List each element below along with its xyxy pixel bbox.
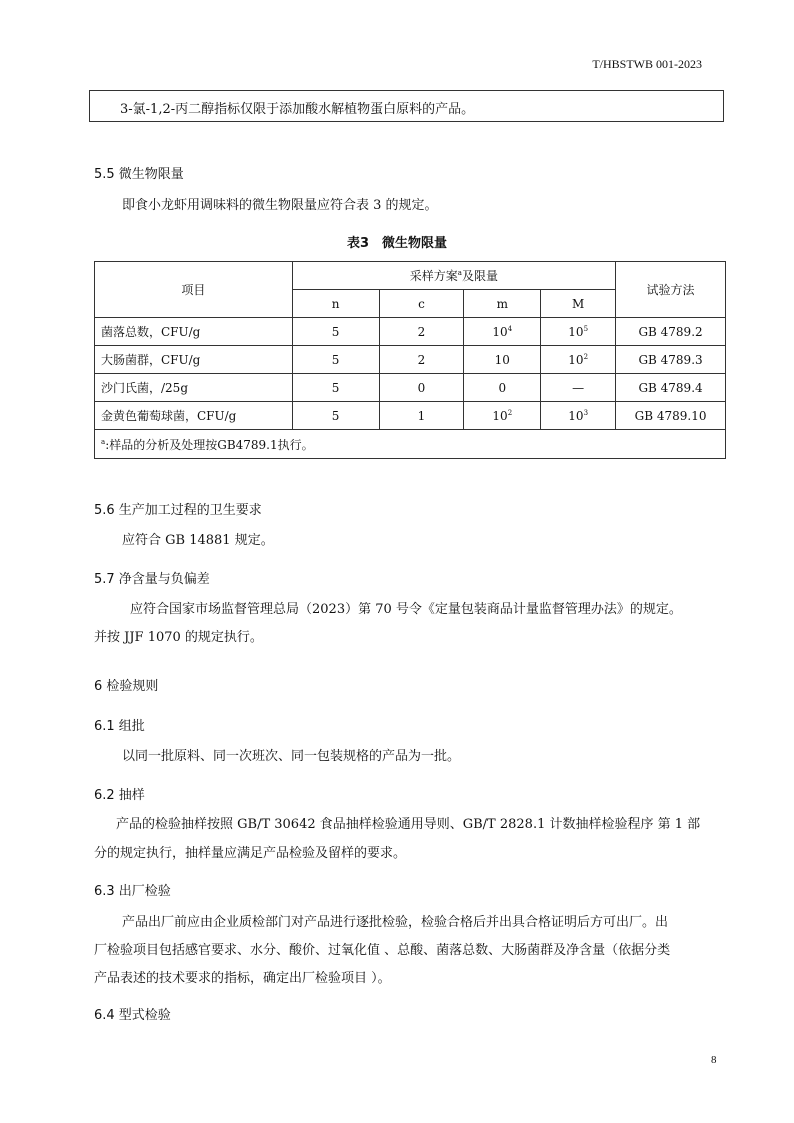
previous-table-note: 3-氯-1,2-丙二醇指标仅限于添加酸水解植物蛋白原料的产品。 — [120, 102, 475, 117]
row-m: $10^2$ — [464, 402, 541, 430]
table-row — [95, 402, 726, 430]
header-sampling-plan: 采样方案$^a$及限量 — [292, 262, 615, 290]
row-c: 0 — [379, 374, 464, 402]
section-6-3-text-line2: 厂检验项目包括感官要求、水分、酸价、过氧化值 、总酸、菌落总数、大肠菌群及净含量（依据分类 — [94, 943, 671, 958]
row-m: 0 — [464, 374, 541, 402]
subheader-c: c — [379, 290, 464, 318]
row-M: $10^3$ — [541, 402, 616, 430]
table-row — [95, 374, 726, 402]
row-c: 1 — [379, 402, 464, 430]
row-c: 2 — [379, 318, 464, 346]
previous-table-note-box — [89, 90, 724, 122]
row-item: 菌落总数，CFU/g — [95, 318, 293, 346]
section-6-1-heading: 6.1 组批 — [94, 719, 145, 734]
section-5-7-text-line2: 并按 JJF 1070 的规定执行。 — [94, 630, 263, 645]
section-5-6-text: 应符合 GB 14881 规定。 — [122, 533, 274, 548]
table-header-row — [95, 262, 726, 290]
table-row — [95, 346, 726, 374]
header-item: 项目 — [95, 262, 293, 318]
table-3-caption: 表3 微生物限量 — [346, 236, 448, 251]
row-item: 大肠菌群，CFU/g — [95, 346, 293, 374]
row-m: 10 — [464, 346, 541, 374]
table-row — [95, 318, 726, 346]
row-method: GB 4789.10 — [616, 402, 726, 430]
section-6-3-text-line3: 产品表述的技术要求的指标，确定出厂检验项目 ）。 — [94, 971, 391, 986]
header-test-method: 试验方法 — [616, 262, 726, 318]
section-5-7-text-line1: 应符合国家市场监督管理总局（2023）第 70 号令《定量包装商品计量监督管理办法》的规定。 — [130, 602, 682, 617]
row-method: GB 4789.3 — [616, 346, 726, 374]
row-M: $10^5$ — [541, 318, 616, 346]
row-item: 沙门氏菌，/25g — [95, 374, 293, 402]
section-6-3-text-line1: 产品出厂前应由企业质检部门对产品进行逐批检验，检验合格后并出具合格证明后方可出厂。出 — [122, 915, 669, 930]
section-6-heading: 6 检验规则 — [94, 679, 159, 694]
row-n: 5 — [292, 346, 379, 374]
table-footnote: $^a$:样品的分析及处理按GB4789.1执行。 — [95, 430, 726, 459]
row-item: 金黄色葡萄球菌，CFU/g — [95, 402, 293, 430]
row-c: 2 — [379, 346, 464, 374]
section-5-5-text: 即食小龙虾用调味料的微生物限量应符合表 3 的规定。 — [122, 198, 438, 213]
row-n: 5 — [292, 374, 379, 402]
subheader-M-upper: M — [541, 290, 616, 318]
section-5-5-heading: 5.5 微生物限量 — [94, 167, 184, 182]
section-5-6-heading: 5.6 生产加工过程的卫生要求 — [94, 503, 262, 518]
section-6-2-text-line2: 分的规定执行，抽样量应满足产品检验及留样的要求。 — [94, 846, 407, 861]
row-method: GB 4789.4 — [616, 374, 726, 402]
row-n: 5 — [292, 318, 379, 346]
microbial-limits-table — [94, 261, 726, 459]
section-5-7-heading: 5.7 净含量与负偏差 — [94, 572, 210, 587]
standard-code: T/HBSTWB 001-2023 — [592, 57, 702, 71]
subheader-n: n — [292, 290, 379, 318]
section-6-4-heading: 6.4 型式检验 — [94, 1008, 171, 1023]
row-M: $10^2$ — [541, 346, 616, 374]
row-n: 5 — [292, 402, 379, 430]
section-6-1-text: 以同一批原料、同一次班次、同一包装规格的产品为一批。 — [122, 749, 461, 764]
row-method: GB 4789.2 — [616, 318, 726, 346]
section-6-3-heading: 6.3 出厂检验 — [94, 884, 171, 899]
table-footnote-row — [95, 430, 726, 459]
page-number: 8 — [711, 1054, 717, 1066]
section-6-2-text-line1: 产品的检验抽样按照 GB/T 30642 食品抽样检验通用导则、GB/T 2828.1 计数抽样检验程序 第 1 部 — [116, 817, 701, 832]
row-m: $10^4$ — [464, 318, 541, 346]
section-6-2-heading: 6.2 抽样 — [94, 788, 145, 803]
subheader-m-lower: m — [464, 290, 541, 318]
row-M: — — [541, 374, 616, 402]
